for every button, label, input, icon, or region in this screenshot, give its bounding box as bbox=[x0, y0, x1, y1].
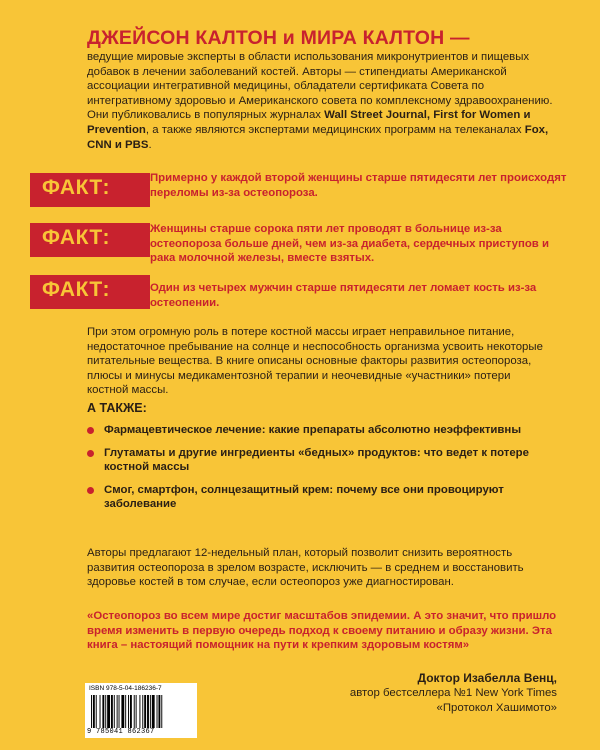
bio-text-3: . bbox=[148, 138, 152, 151]
authors-title: ДЖЕЙСОН КАЛТОН и МИРА КАЛТОН — bbox=[87, 27, 470, 49]
signature-line-2: «Протокол Хашимото» bbox=[436, 702, 557, 714]
bullet-dot-icon bbox=[87, 450, 94, 457]
bio-channels: Fox, CNN и PBS bbox=[87, 123, 549, 151]
also-list bbox=[87, 423, 547, 520]
list-item bbox=[87, 423, 547, 438]
authors-bio bbox=[87, 50, 557, 152]
bio-text-2: , а также являются экспертами медицинских программ на телеканалах bbox=[145, 123, 525, 136]
fact-band-1 bbox=[30, 173, 150, 207]
also-heading: А ТАКЖЕ: bbox=[87, 401, 147, 415]
barcode-number: 9 785041 862367 bbox=[87, 728, 155, 736]
bio-journals: Wall Street Journal, First for Women и Prevention bbox=[87, 109, 531, 136]
barcode-bars-icon bbox=[91, 695, 191, 728]
review-quote: «Остеопороз во всем мире достиг масштабов эпидемии. А это значит, что пришло время изменить в первую очередь подход к своему питанию и образу жизни. Эта книга – настоящий помощник на пути к крепким здоровым костям» bbox=[87, 610, 557, 652]
list-item-text: Смог, смартфон, солнцезащитный крем: почему все они провоцируют заболевание bbox=[104, 483, 504, 511]
list-item bbox=[87, 483, 547, 512]
bio-text-1: ведущие мировые эксперты в области использования микронутриентов и пищевых добавок в лечении заболеваний костей. Авторы — стипендиаты Американской ассоциации интегративной медицины, обладатели сертификата Совета по интегративному здоровью и Американского совета по комплексному здравоохранению. Они публиковались в популярных журналах bbox=[87, 51, 553, 122]
barcode bbox=[85, 683, 197, 738]
fact-label-1: ФАКТ: bbox=[42, 176, 110, 199]
plan-paragraph: Авторы предлагают 12-недельный план, который позволит снизить вероятность развития остеопороза в зрелом возрасте, исключить — в среднем и восстановить здоровье костей в том случае, если остеопороз уже диагностирован. bbox=[87, 547, 524, 589]
list-item-text: Фармацевтическое лечение: какие препараты абсолютно неэффективны bbox=[104, 424, 522, 436]
isbn-text: ISBN 978-5-04-186236-7 bbox=[89, 685, 162, 692]
list-item bbox=[87, 446, 547, 475]
fact-text-1: Примерно у каждой второй женщины старше пятидесяти лет происходят переломы из-за остеопороза. bbox=[150, 172, 567, 199]
fact-band-3 bbox=[30, 275, 150, 309]
bullet-dot-icon bbox=[87, 427, 94, 434]
bullet-dot-icon bbox=[87, 487, 94, 494]
fact-band-2 bbox=[30, 223, 150, 257]
quote-signature bbox=[237, 671, 557, 716]
signature-name: Доктор Изабелла Венц, bbox=[417, 671, 557, 685]
list-item-text: Глутаматы и другие ингредиенты «бедных» продуктов: что ведет к потере костной массы bbox=[104, 446, 529, 474]
fact-text-2: Женщины старше сорока пяти лет проводят в больнице из-за остеопороза больше дней, чем из-за диабета, сердечных приступов и рака молочной железы, вместе взятых. bbox=[150, 223, 549, 265]
signature-line-1: автор бестселлера №1 New York Times bbox=[349, 687, 557, 699]
fact-label-3: ФАКТ: bbox=[42, 278, 110, 301]
authors-intro bbox=[87, 26, 557, 152]
fact-label-2: ФАКТ: bbox=[42, 226, 110, 249]
fact-text-3: Один из четырех мужчин старше пятидесяти лет ломает кость из-за остеопении. bbox=[150, 282, 537, 309]
main-paragraph: При этом огромную роль в потере костной массы играет неправильное питание, недостаточное пребывание на солнце и неспособность организма усвоить некоторые питательные вещества. В книге описаны основные факторы развития остеопороза, плюсы и минусы медикаментозной терапии и неочевидные «участники» потери костной массы. bbox=[87, 326, 543, 397]
